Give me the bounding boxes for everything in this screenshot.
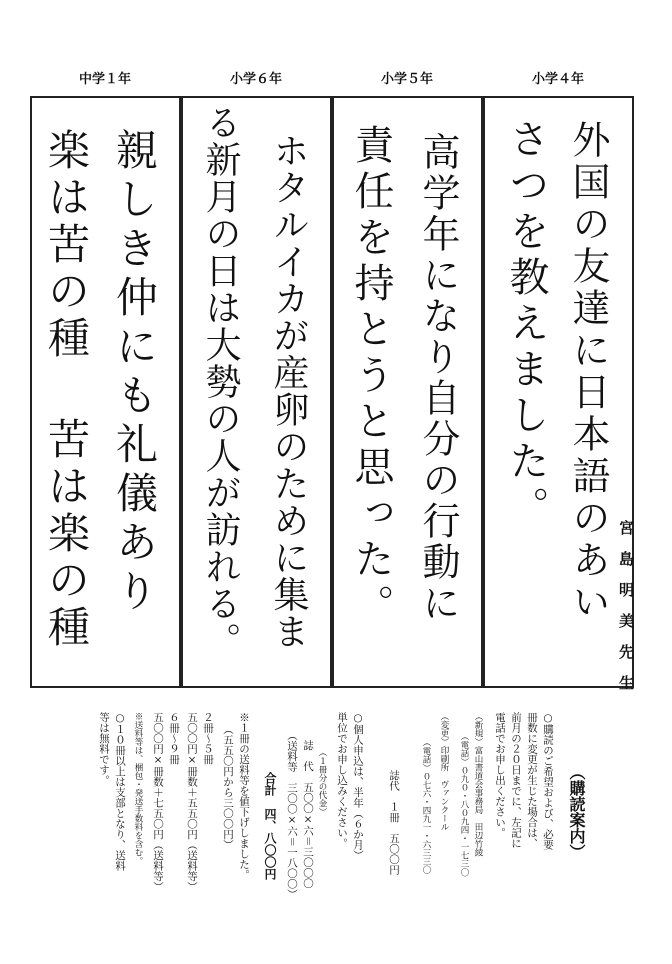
tier-fee-note: ※送料等は、梱包・発送手数料を含む。 [133, 712, 143, 865]
work-shogaku-5-line-2: 責任を持とうと思った。 [348, 124, 394, 630]
work-chugaku-1-line-2: 楽は苦の種 苦は楽の種 [42, 128, 91, 652]
grade-heading-shogaku-4: 小学４年 [531, 72, 584, 87]
grade-heading-chugaku-1: 中学１年 [78, 72, 131, 87]
tier-2-5-formula: 五〇〇円×冊数＋五五〇円（送料等） [186, 712, 198, 892]
work-chugaku-1-line-1: 親しき仲にも礼儀あり [110, 128, 159, 618]
tier-6-9-label: ６冊～９冊 [168, 712, 180, 765]
teacher-name: 宮島明美先生 [617, 520, 635, 706]
individual-note-1: ○個人申込は、半年（６か月） [352, 712, 364, 861]
tier-6-9-formula: 五〇〇円×冊数＋七五〇円（送料等） [152, 712, 164, 892]
shipping-note-1: ※１冊の送料等を値下げしました。 [238, 712, 250, 880]
work-shogaku-6-line-2: る新月の日は大勢の人が訪れる。 [200, 104, 241, 659]
subscription-title: （購読案内） [567, 764, 586, 860]
printer-phone: （電話）０七六・四九一・六三三〇 [421, 738, 431, 874]
over-10-note-2: 等は無料です。 [98, 712, 110, 786]
over-10-note-1: ○１０冊以上は支部となり、送料 [114, 712, 126, 871]
office-line: （新規）富山書道会事務局 田辺竹綾 [473, 712, 483, 857]
work-shogaku-4-line-2: さつを教えました。 [503, 118, 549, 532]
work-shogaku-6-line-1: ホタルイカが産卵のために集ま [268, 132, 309, 650]
cost-shipping: （送料等 三〇〇×六＝一八〇〇） [286, 730, 298, 900]
work-shogaku-4-line-1: 外国の友達に日本語のあい [566, 120, 610, 624]
grade-heading-shogaku-5: 小学５年 [380, 72, 433, 87]
subscription-note-3: 前月の２０日までに、左記に [510, 712, 522, 849]
shipping-note-2: （五五〇円から三〇〇円） [222, 724, 234, 850]
office-phone: （電話）０九０・八０九四・一七三〇 [459, 732, 469, 877]
subscription-note-1: ○購読のご希望および、必要 [542, 712, 554, 850]
printer-line: （変更）印刷所 ヴァンクール [439, 712, 449, 831]
work-shogaku-5-line-1: 高学年になり自分の行動に [416, 132, 460, 624]
cost-total: 合計 四、八〇〇円 [263, 772, 277, 880]
cost-magazine: 誌 代 五〇〇×六＝三〇〇〇 [302, 740, 314, 889]
subscription-note-4: 電話でお申し出ください。 [494, 712, 506, 838]
grade-heading-shogaku-6: 小学６年 [229, 72, 282, 87]
price-single: 誌代 １冊 五〇〇円 [388, 770, 400, 875]
subscription-note-2: 冊数に変更が生じた場合は、 [526, 712, 538, 849]
cost-note: （１冊分の代金） [317, 748, 327, 816]
individual-note-2: 単位でお申し込みください。 [336, 712, 348, 849]
tier-2-5-label: ２冊～５冊 [202, 712, 214, 765]
